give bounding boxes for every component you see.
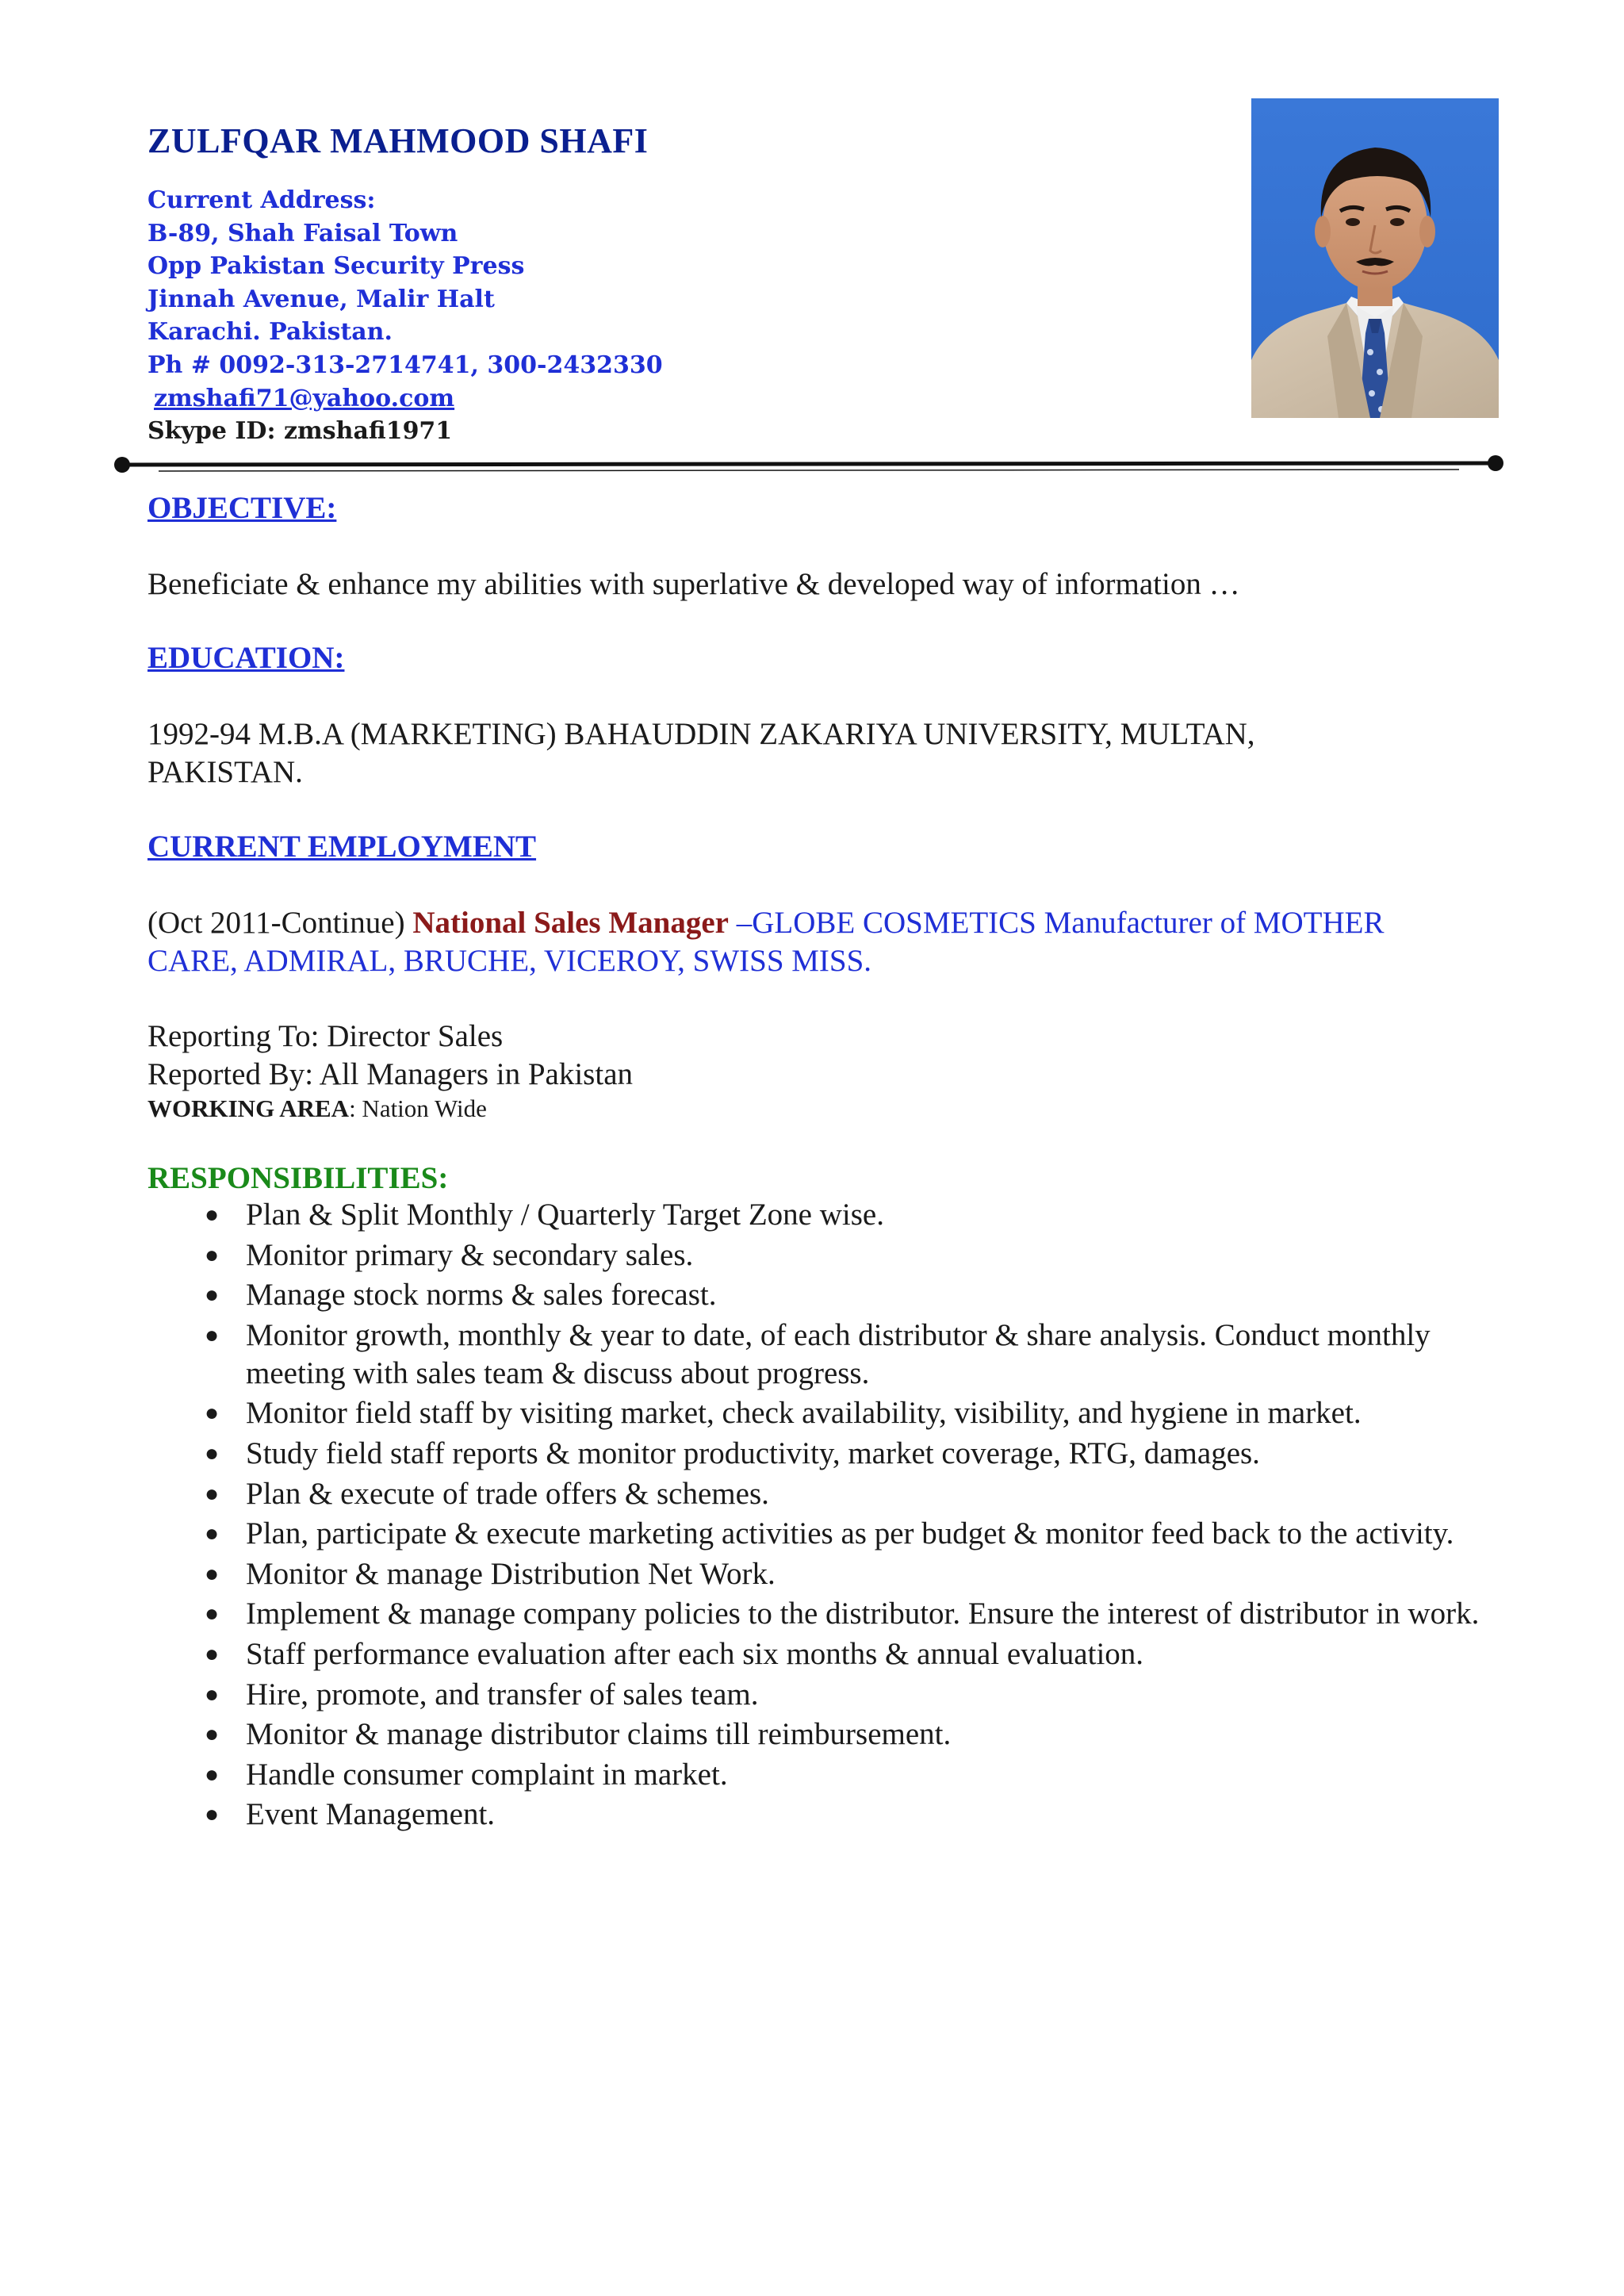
bullet-icon: ● bbox=[205, 1801, 220, 1828]
list-item: ● Monitor primary & secondary sales. bbox=[147, 1236, 1480, 1274]
education-body bbox=[147, 715, 1255, 792]
objective-text: Beneficiate & enhance my abilities with superlative & developed way of information … bbox=[147, 567, 1240, 601]
employment-section bbox=[147, 829, 536, 864]
reported-by: Reported By: All Managers in Pakistan bbox=[147, 1057, 634, 1091]
objective-section bbox=[147, 490, 336, 526]
reporting-block bbox=[147, 1018, 633, 1124]
address-label: Current Address: bbox=[147, 186, 376, 214]
address-line: B-89, Shah Faisal Town bbox=[147, 219, 458, 247]
list-item: ● Plan & execute of trade offers & schemes. bbox=[147, 1475, 1480, 1513]
address-line: Opp Pakistan Security Press bbox=[147, 252, 525, 281]
bullet-icon: ● bbox=[205, 1282, 220, 1309]
skype-id: Skype ID: zmshafi1971 bbox=[147, 417, 453, 446]
company-brands: CARE, ADMIRAL, BRUCHE, VICEROY, SWISS MISS. bbox=[147, 944, 872, 978]
bullet-icon: ● bbox=[205, 1241, 220, 1268]
bullet-icon: ● bbox=[205, 1681, 220, 1708]
employment-body bbox=[147, 904, 1511, 980]
list-item: ● Monitor field staff by visiting market, check availability, visibility, and hygiene in market. bbox=[147, 1394, 1480, 1432]
contact-block bbox=[147, 184, 663, 448]
list-item: ● Manage stock norms & sales forecast. bbox=[147, 1276, 1480, 1314]
employment-period: (Oct 2011-Continue) bbox=[147, 906, 405, 940]
responsibilities-section bbox=[147, 1160, 1480, 1836]
address-line: Karachi. Pakistan. bbox=[147, 318, 393, 347]
list-item: ● Hire, promote, and transfer of sales team. bbox=[147, 1676, 1480, 1714]
list-item: ● Monitor growth, monthly & year to date, of each distributor & share analysis. Conduct monthly meeting with sales team & discuss about progress. bbox=[205, 1317, 1431, 1390]
list-item: ● Handle consumer complaint in market. bbox=[147, 1756, 1480, 1794]
employment-title-line bbox=[147, 904, 1511, 942]
address-line: Jinnah Avenue, Malir Halt bbox=[147, 285, 495, 313]
bullet-icon: ● bbox=[205, 1439, 220, 1466]
bullet-icon: ● bbox=[205, 1520, 220, 1547]
bullet-icon: ● bbox=[205, 1202, 220, 1228]
bullet-icon: ● bbox=[205, 1761, 220, 1788]
list-item: ● Plan, participate & execute marketing activities as per budget & monitor feed back to the activity. bbox=[147, 1515, 1480, 1553]
header-divider bbox=[111, 452, 1507, 477]
education-line: PAKISTAN. bbox=[147, 755, 303, 789]
list-item: ● Staff performance evaluation after each six months & annual evaluation. bbox=[147, 1635, 1480, 1673]
working-area-label: WORKING AREA bbox=[147, 1094, 350, 1122]
list-item: ● Event Management. bbox=[147, 1796, 1480, 1834]
responsibilities-list bbox=[147, 1196, 1480, 1834]
company-name: –GLOBE COSMETICS Manufacturer of MOTHER bbox=[736, 906, 1385, 940]
list-item: ● Plan & Split Monthly / Quarterly Target Zone wise. bbox=[147, 1196, 1480, 1234]
list-item: ● Study field staff reports & monitor productivity, market coverage, RTG, damages. bbox=[147, 1435, 1480, 1473]
list-item: ● Monitor & manage Distribution Net Work. bbox=[147, 1555, 1480, 1593]
bullet-icon: ● bbox=[205, 1560, 220, 1587]
candidate-name: ZULFQAR MAHMOOD SHAFI bbox=[147, 121, 649, 160]
bullet-icon: ● bbox=[205, 1721, 220, 1748]
education-line: 1992-94 M.B.A (MARKETING) BAHAUDDIN ZAKARIYA UNIVERSITY, MULTAN, bbox=[147, 717, 1255, 751]
email-link[interactable]: zmshafi71@yahoo.com bbox=[154, 384, 455, 412]
bullet-icon: ● bbox=[205, 1480, 220, 1507]
education-heading: EDUCATION: bbox=[147, 641, 345, 675]
objective-heading: OBJECTIVE: bbox=[147, 491, 337, 525]
employment-heading: CURRENT EMPLOYMENT bbox=[147, 830, 537, 864]
objective-body bbox=[147, 565, 1240, 604]
list-item: ● Implement & manage company policies to the distributor. Ensure the interest of distributor in work. bbox=[147, 1595, 1480, 1633]
phone-number: Ph # 0092-313-2714741, 300-2432330 bbox=[147, 351, 663, 379]
responsibilities-heading: RESPONSIBILITIES: bbox=[147, 1161, 449, 1195]
working-area bbox=[147, 1094, 633, 1124]
job-role: National Sales Manager bbox=[412, 906, 729, 940]
profile-photo bbox=[1251, 98, 1499, 418]
working-area-value: : Nation Wide bbox=[349, 1094, 487, 1122]
bullet-icon: ● bbox=[205, 1600, 220, 1627]
reporting-to: Reporting To: Director Sales bbox=[147, 1019, 504, 1053]
bullet-icon: ● bbox=[205, 1400, 220, 1427]
list-item: ● Monitor & manage distributor claims till reimbursement. bbox=[147, 1715, 1480, 1754]
bullet-icon: ● bbox=[205, 1321, 220, 1348]
education-section bbox=[147, 640, 344, 676]
bullet-icon: ● bbox=[205, 1640, 220, 1667]
